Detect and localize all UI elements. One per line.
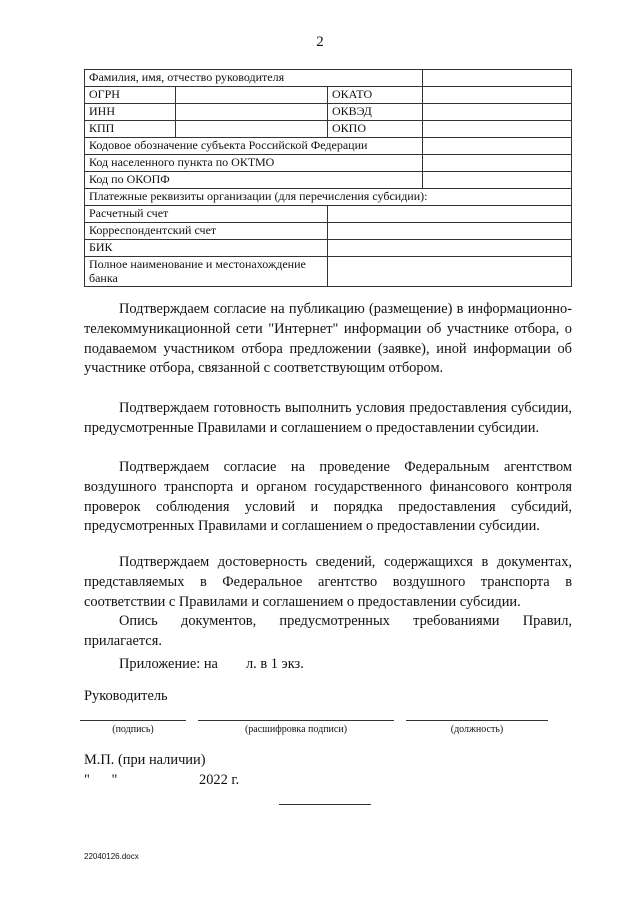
table-row [85,121,572,138]
table-cell-kpp: КПП [85,121,176,138]
table-cell-empty [423,172,572,189]
table-cell-empty [176,104,328,121]
page-number: 2 [316,34,324,50]
table-cell-payment-header: Платежные реквизиты организации (для перечисления субсидии): [85,189,572,206]
table-cell-ogrn: ОГРН [85,87,176,104]
paragraph-publication-consent: Подтверждаем согласие на публикацию (размещение) в информационно-телекоммуникационной сети "Интернет" информации об участнике отбора, о подаваемом участником отбора предложении (заявке), иной информации об участнике отбора, связанной с соответствующим отбором. [84,301,572,377]
table-row [85,189,572,206]
table-cell-okpo: ОКПО [328,121,423,138]
table-cell-empty [423,70,572,87]
table-row [85,138,572,155]
table-row [85,70,572,87]
table-row [85,87,572,104]
table-cell-okato: ОКАТО [328,87,423,104]
paragraph-inventory: Опись документов, предусмотренных требованиями Правил, прилагается. [84,613,572,649]
table-row [85,104,572,121]
stamp-label: М.П. (при наличии) [84,752,206,768]
table-cell-settlement-account: Расчетный счет [85,206,328,223]
table-cell-empty [328,257,572,287]
organization-requisites-table [84,69,572,287]
table-cell-okopf: Код по ОКОПФ [85,172,423,189]
table-cell-oktmo: Код населенного пункта по ОКТМО [85,155,423,172]
table-cell-empty [328,223,572,240]
table-cell-empty [176,121,328,138]
table-row [85,240,572,257]
table-cell-empty [423,155,572,172]
table-cell-empty [328,240,572,257]
table-cell-okved: ОКВЭД [328,104,423,121]
decryption-caption: (расшифровка подписи) [244,724,348,735]
paragraph-reliability: Подтверждаем достоверность сведений, содержащихся в документах, представляемых в Федеральное агентство воздушного транспорта в соответствии с Правилами и соглашением о предоставлении субсидии. [84,554,572,610]
position-line [406,720,548,721]
table-row [85,206,572,223]
footer-separator [279,804,371,805]
director-label: Руководитель [84,688,168,704]
table-cell-bank-name: Полное наименование и местонахождение банка [85,257,328,287]
attachment-prefix: Приложение: на [119,656,218,672]
position-caption: (должность) [450,724,504,735]
paragraph-readiness: Подтверждаем готовность выполнить условия предоставления субсидии, предусмотренные Правилами и соглашением о предоставлении субсидии. [84,400,572,436]
table-cell-empty [423,87,572,104]
date-year: 2022 г. [199,772,240,788]
table-row [85,257,572,287]
table-row [85,155,572,172]
signature-caption: (подпись) [112,724,154,735]
table-cell-empty [423,121,572,138]
table-cell-correspondent-account: Корреспондентский счет [85,223,328,240]
table-cell-empty [328,206,572,223]
table-cell-inn: ИНН [85,104,176,121]
table-cell-region-code: Кодовое обозначение субъекта Российской Федерации [85,138,423,155]
table-cell-bik: БИК [85,240,328,257]
decryption-line [198,720,394,721]
signature-line [80,720,186,721]
table-cell-empty [423,138,572,155]
date-quotes: " " [84,772,118,788]
table-cell-empty [423,104,572,121]
table-cell-empty [176,87,328,104]
file-name: 22040126.docx [84,852,139,861]
table-row [85,223,572,240]
attachment-suffix: л. в 1 экз. [246,656,304,672]
table-row [85,172,572,189]
paragraph-inspection-consent: Подтверждаем согласие на проведение Федеральным агентством воздушного транспорта и органом государственного финансового контроля проверок соблюдения условий и порядка предоставления субсидий, предусмотренных Правилами и соглашением о предоставлении субсидии. [84,459,572,535]
table-cell-director-name: Фамилия, имя, отчество руководителя [85,70,423,87]
